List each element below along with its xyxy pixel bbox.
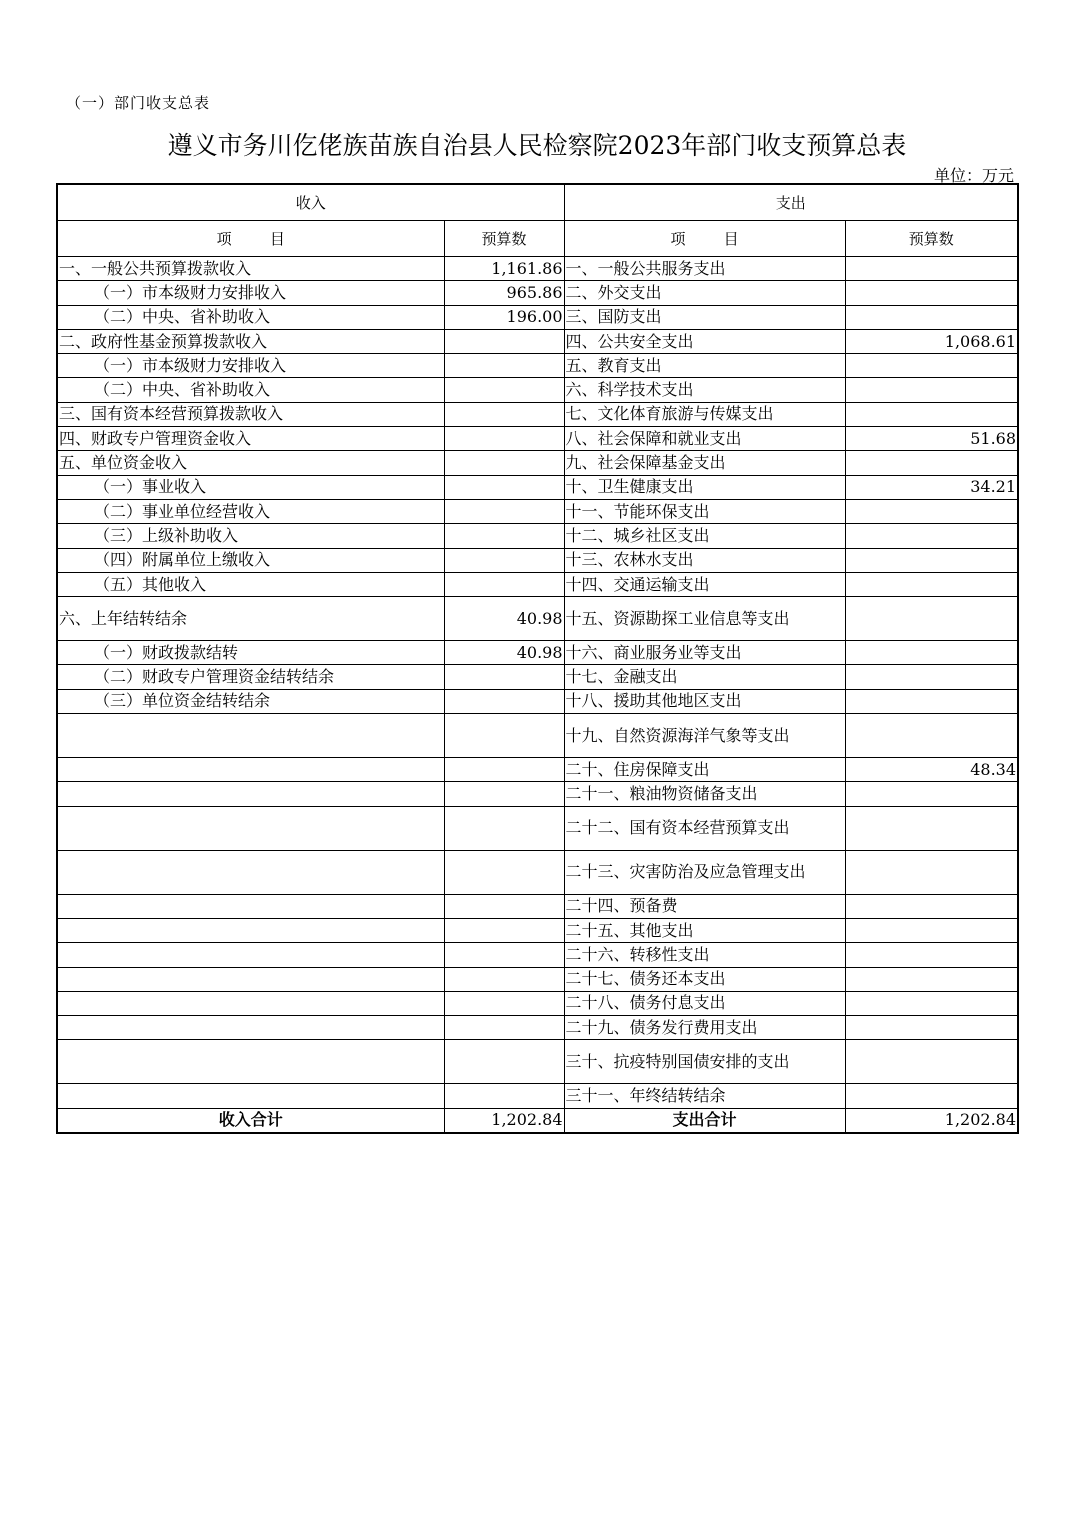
income-item-cell: 三、国有资本经营预算拨款收入 bbox=[57, 402, 444, 426]
income-item-cell: 六、上年结转结余 bbox=[57, 597, 444, 641]
expense-item-cell: 十九、自然资源海洋气象等支出 bbox=[564, 714, 845, 758]
expense-value-cell bbox=[845, 665, 1018, 689]
table-row bbox=[57, 1084, 1018, 1108]
income-item-cell bbox=[57, 758, 444, 782]
income-value-cell bbox=[444, 451, 564, 475]
expense-value-cell: 51.68 bbox=[845, 427, 1018, 451]
expense-value-cell bbox=[845, 1016, 1018, 1040]
expense-item-cell: 八、社会保障和就业支出 bbox=[564, 427, 845, 451]
income-item-cell: （一）市本级财力安排收入 bbox=[57, 281, 444, 305]
income-value-cell bbox=[444, 991, 564, 1015]
income-value-cell: 196.00 bbox=[444, 305, 564, 329]
expense-value-cell bbox=[845, 918, 1018, 942]
expense-item-cell: 十二、城乡社区支出 bbox=[564, 524, 845, 548]
expense-value-cell bbox=[845, 597, 1018, 641]
income-value-cell bbox=[444, 402, 564, 426]
table-row bbox=[57, 967, 1018, 991]
expense-item-cell: 十一、节能环保支出 bbox=[564, 499, 845, 523]
income-item-cell bbox=[57, 782, 444, 806]
income-value-cell: 965.86 bbox=[444, 281, 564, 305]
income-value-cell bbox=[444, 1016, 564, 1040]
income-header: 收入 bbox=[57, 184, 564, 221]
income-value-cell bbox=[444, 894, 564, 918]
income-item-cell: （二）事业单位经营收入 bbox=[57, 499, 444, 523]
income-value-cell bbox=[444, 1040, 564, 1084]
income-item-cell bbox=[57, 943, 444, 967]
income-item-cell: （三）单位资金结转结余 bbox=[57, 689, 444, 713]
expense-item-cell: 十三、农林水支出 bbox=[564, 548, 845, 572]
income-item-cell bbox=[57, 894, 444, 918]
expense-item-cell: 五、教育支出 bbox=[564, 354, 845, 378]
expense-item-cell: 二、外交支出 bbox=[564, 281, 845, 305]
income-value-cell bbox=[444, 1084, 564, 1108]
budget-table bbox=[56, 183, 1019, 1134]
expense-item-cell: 六、科学技术支出 bbox=[564, 378, 845, 402]
expense-value-cell bbox=[845, 499, 1018, 523]
income-budget-header: 预算数 bbox=[444, 221, 564, 257]
expense-header: 支出 bbox=[564, 184, 1018, 221]
page-title: 遵义市务川仡佬族苗族自治县人民检察院2023年部门收支预算总表 bbox=[167, 131, 907, 160]
income-value-cell bbox=[444, 689, 564, 713]
expense-item-cell: 七、文化体育旅游与传媒支出 bbox=[564, 402, 845, 426]
table-row bbox=[57, 782, 1018, 806]
table-row bbox=[57, 714, 1018, 758]
expense-item-cell: 十八、援助其他地区支出 bbox=[564, 689, 845, 713]
expense-item-cell: 十、卫生健康支出 bbox=[564, 475, 845, 499]
income-value-cell bbox=[444, 354, 564, 378]
expense-value-cell bbox=[845, 402, 1018, 426]
expense-item-cell: 十四、交通运输支出 bbox=[564, 572, 845, 596]
expense-item-cell: 四、公共安全支出 bbox=[564, 329, 845, 353]
expense-value-cell bbox=[845, 967, 1018, 991]
income-value-cell bbox=[444, 806, 564, 850]
income-value-cell bbox=[444, 714, 564, 758]
expense-value-cell bbox=[845, 1040, 1018, 1084]
table-row bbox=[57, 572, 1018, 596]
income-item-cell bbox=[57, 967, 444, 991]
income-value-cell bbox=[444, 782, 564, 806]
table-row bbox=[57, 1040, 1018, 1084]
expense-item-cell: 三十一、年终结转结余 bbox=[564, 1084, 845, 1108]
expense-value-cell: 34.21 bbox=[845, 475, 1018, 499]
income-value-cell: 40.98 bbox=[444, 641, 564, 665]
table-row bbox=[57, 918, 1018, 942]
income-value-cell bbox=[444, 427, 564, 451]
expense-item-cell: 二十八、债务付息支出 bbox=[564, 991, 845, 1015]
table-row bbox=[57, 281, 1018, 305]
expense-budget-header: 预算数 bbox=[845, 221, 1018, 257]
expense-value-cell bbox=[845, 806, 1018, 850]
expense-value-cell bbox=[845, 257, 1018, 281]
table-row bbox=[57, 758, 1018, 782]
expense-value-cell bbox=[845, 524, 1018, 548]
expense-item-cell: 二十三、灾害防治及应急管理支出 bbox=[564, 850, 845, 894]
income-item-cell: （二）中央、省补助收入 bbox=[57, 378, 444, 402]
income-item-cell: （一）市本级财力安排收入 bbox=[57, 354, 444, 378]
income-value-cell bbox=[444, 943, 564, 967]
table-row bbox=[57, 1016, 1018, 1040]
expense-value-cell bbox=[845, 991, 1018, 1015]
income-value-cell bbox=[444, 665, 564, 689]
expense-value-cell bbox=[845, 378, 1018, 402]
expense-value-cell bbox=[845, 714, 1018, 758]
expense-value-cell bbox=[845, 572, 1018, 596]
table-row bbox=[57, 689, 1018, 713]
income-item-cell: （二）财政专户管理资金结转结余 bbox=[57, 665, 444, 689]
table-row bbox=[57, 499, 1018, 523]
table-row bbox=[57, 943, 1018, 967]
income-item-cell bbox=[57, 714, 444, 758]
expense-item-cell: 一、一般公共服务支出 bbox=[564, 257, 845, 281]
expense-value-cell bbox=[845, 354, 1018, 378]
expense-value-cell bbox=[845, 281, 1018, 305]
expense-value-cell bbox=[845, 850, 1018, 894]
table-row bbox=[57, 427, 1018, 451]
expense-item-cell: 三十、抗疫特别国债安排的支出 bbox=[564, 1040, 845, 1084]
section-label: （一）部门收支总表 bbox=[66, 94, 211, 112]
expense-value-cell bbox=[845, 1084, 1018, 1108]
expense-item-cell: 二十九、债务发行费用支出 bbox=[564, 1016, 845, 1040]
expense-item-cell: 十七、金融支出 bbox=[564, 665, 845, 689]
income-value-cell bbox=[444, 850, 564, 894]
expense-item-cell: 二十四、预备费 bbox=[564, 894, 845, 918]
income-item-cell bbox=[57, 991, 444, 1015]
income-value-cell bbox=[444, 475, 564, 499]
header-row-sub bbox=[57, 221, 1018, 257]
table-row bbox=[57, 524, 1018, 548]
table-row bbox=[57, 378, 1018, 402]
expense-item-cell: 十五、资源勘探工业信息等支出 bbox=[564, 597, 845, 641]
expense-item-cell: 三、国防支出 bbox=[564, 305, 845, 329]
expense-value-cell bbox=[845, 548, 1018, 572]
income-total-value: 1,202.84 bbox=[444, 1108, 564, 1133]
income-total-label: 收入合计 bbox=[57, 1108, 444, 1133]
expense-item-cell: 二十六、转移性支出 bbox=[564, 943, 845, 967]
income-item-cell: （四）附属单位上缴收入 bbox=[57, 548, 444, 572]
income-item-cell: （一）事业收入 bbox=[57, 475, 444, 499]
table-row bbox=[57, 548, 1018, 572]
table-row bbox=[57, 641, 1018, 665]
expense-value-cell bbox=[845, 641, 1018, 665]
totals-row bbox=[57, 1108, 1018, 1133]
income-value-cell bbox=[444, 524, 564, 548]
expense-value-cell: 48.34 bbox=[845, 758, 1018, 782]
expense-item-cell: 十六、商业服务业等支出 bbox=[564, 641, 845, 665]
expense-value-cell: 1,068.61 bbox=[845, 329, 1018, 353]
expense-item-cell: 二十七、债务还本支出 bbox=[564, 967, 845, 991]
income-item-cell: （三）上级补助收入 bbox=[57, 524, 444, 548]
expense-item-cell: 二十一、粮油物资储备支出 bbox=[564, 782, 845, 806]
expense-item-cell: 九、社会保障基金支出 bbox=[564, 451, 845, 475]
table-row bbox=[57, 894, 1018, 918]
expense-value-cell bbox=[845, 689, 1018, 713]
income-item-cell: 四、财政专户管理资金收入 bbox=[57, 427, 444, 451]
table-row bbox=[57, 806, 1018, 850]
income-item-cell bbox=[57, 1016, 444, 1040]
table-row bbox=[57, 475, 1018, 499]
table-row bbox=[57, 665, 1018, 689]
income-item-cell bbox=[57, 1040, 444, 1084]
income-value-cell bbox=[444, 548, 564, 572]
table-row bbox=[57, 305, 1018, 329]
income-item-cell: 五、单位资金收入 bbox=[57, 451, 444, 475]
expense-value-cell bbox=[845, 894, 1018, 918]
expense-total-label: 支出合计 bbox=[564, 1108, 845, 1133]
income-item-cell bbox=[57, 918, 444, 942]
expense-item-cell: 二十五、其他支出 bbox=[564, 918, 845, 942]
table-row bbox=[57, 257, 1018, 281]
expense-item-cell: 二十二、国有资本经营预算支出 bbox=[564, 806, 845, 850]
table-row bbox=[57, 991, 1018, 1015]
income-item-cell bbox=[57, 850, 444, 894]
income-value-cell: 40.98 bbox=[444, 597, 564, 641]
income-item-cell: 二、政府性基金预算拨款收入 bbox=[57, 329, 444, 353]
income-value-cell bbox=[444, 967, 564, 991]
expense-value-cell bbox=[845, 943, 1018, 967]
income-value-cell bbox=[444, 918, 564, 942]
table-row bbox=[57, 402, 1018, 426]
table-row bbox=[57, 850, 1018, 894]
expense-total-value: 1,202.84 bbox=[845, 1108, 1018, 1133]
expense-item-header: 项 目 bbox=[564, 221, 845, 257]
unit-label: 单位：万元 bbox=[933, 166, 1014, 185]
income-value-cell bbox=[444, 499, 564, 523]
income-item-cell: （五）其他收入 bbox=[57, 572, 444, 596]
table-row bbox=[57, 597, 1018, 641]
income-item-cell: （二）中央、省补助收入 bbox=[57, 305, 444, 329]
income-item-cell: （一）财政拨款结转 bbox=[57, 641, 444, 665]
income-value-cell: 1,161.86 bbox=[444, 257, 564, 281]
income-value-cell bbox=[444, 378, 564, 402]
expense-item-cell: 二十、住房保障支出 bbox=[564, 758, 845, 782]
income-value-cell bbox=[444, 572, 564, 596]
income-item-header: 项 目 bbox=[57, 221, 444, 257]
expense-value-cell bbox=[845, 451, 1018, 475]
income-value-cell bbox=[444, 758, 564, 782]
income-item-cell bbox=[57, 1084, 444, 1108]
table-row bbox=[57, 354, 1018, 378]
table-row bbox=[57, 329, 1018, 353]
income-item-cell: 一、一般公共预算拨款收入 bbox=[57, 257, 444, 281]
income-item-cell bbox=[57, 806, 444, 850]
expense-value-cell bbox=[845, 305, 1018, 329]
expense-value-cell bbox=[845, 782, 1018, 806]
table-row bbox=[57, 451, 1018, 475]
header-row-top bbox=[57, 184, 1018, 221]
income-value-cell bbox=[444, 329, 564, 353]
